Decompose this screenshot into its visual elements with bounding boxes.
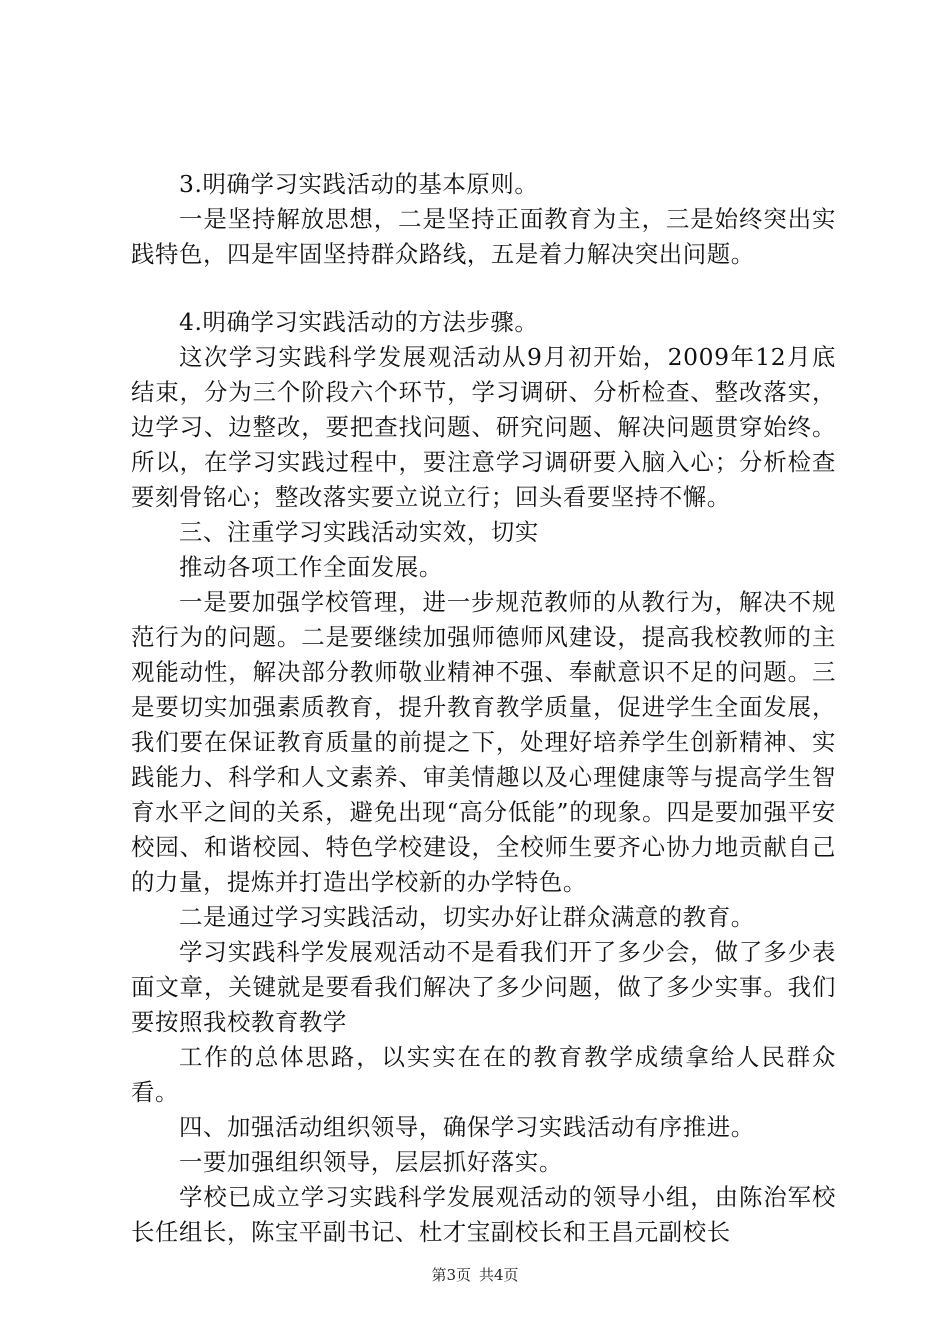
page-total: 共4页	[479, 1266, 519, 1284]
paragraph-practical-results: 学习实践科学发展观活动不是看我们开了多少会，做了多少表面文章，关键就是要看我们解决了多少问题，做了多少实事。我们要按照我校教育教学	[131, 938, 836, 1036]
page-footer	[0, 1265, 950, 1285]
paragraph-principles-body: 一是坚持解放思想，二是坚持正面教育为主，三是始终突出实践特色，四是牢固坚持群众路线，五是着力解决突出问题。	[131, 205, 836, 268]
section-four-heading: 四、加强活动组织领导，确保学习实践活动有序推进。	[179, 1113, 755, 1141]
document-body	[131, 167, 836, 1250]
paragraph-overall-approach: 工作的总体思路，以实实在在的教育教学成绩拿给人民群众看。	[131, 1043, 836, 1106]
section-three-heading-line-2: 推动各项工作全面发展。	[179, 553, 443, 581]
paragraph-spacer	[131, 272, 836, 305]
paragraph-leadership-group: 学校已成立学习实践科学发展观活动的领导小组，由陈治军校长任组长，陈宝平副书记、杜才宝副校长和王昌元副校长	[131, 1183, 836, 1246]
paragraph-principles-heading: 3.明确学习实践活动的基本原则。	[179, 170, 539, 198]
paragraph-school-management: 一是要加强学校管理，进一步规范教师的从教行为，解决不规范行为的问题。二是要继续加强师德师风建设，提高我校教师的主观能动性，解决部分教师敬业精神不强、奉献意识不足的问题。三是要切实加强素质教育，提升教育教学质量，促进学生全面发展，我们要在保证教育质量的前提之下，处理好培养学生创新精神、实践能力、科学和人文素养、审美情趣以及心理健康等与提高学生智育水平之间的关系，避免出现“高分低能”的现象。四是要加强平安校园、和谐校园、特色学校建设，全校师生要齐心协力地贡献自己的力量，提炼并打造出学校新的办学特色。	[131, 588, 836, 896]
section-three-heading-line-1: 三、注重学习实践活动实效，切实	[179, 518, 539, 546]
paragraph-satisfying-education: 二是通过学习实践活动，切实办好让群众满意的教育。	[179, 903, 755, 931]
page-number: 第3页	[431, 1266, 471, 1284]
paragraph-organization-leadership: 一要加强组织领导，层层抓好落实。	[179, 1148, 563, 1176]
paragraph-methods-heading: 4.明确学习实践活动的方法步骤。	[179, 308, 539, 336]
paragraph-methods-body: 这次学习实践科学发展观活动从9月初开始，2009年12月底结束，分为三个阶段六个环节，学习调研、分析检查、整改落实，边学习、边整改，要把查找问题、研究问题、解决问题贯穿始终。所以，在学习实践过程中，要注意学习调研要入脑入心；分析检查要刻骨铭心；整改落实要立说立行；回头看要坚持不懈。	[131, 343, 836, 511]
